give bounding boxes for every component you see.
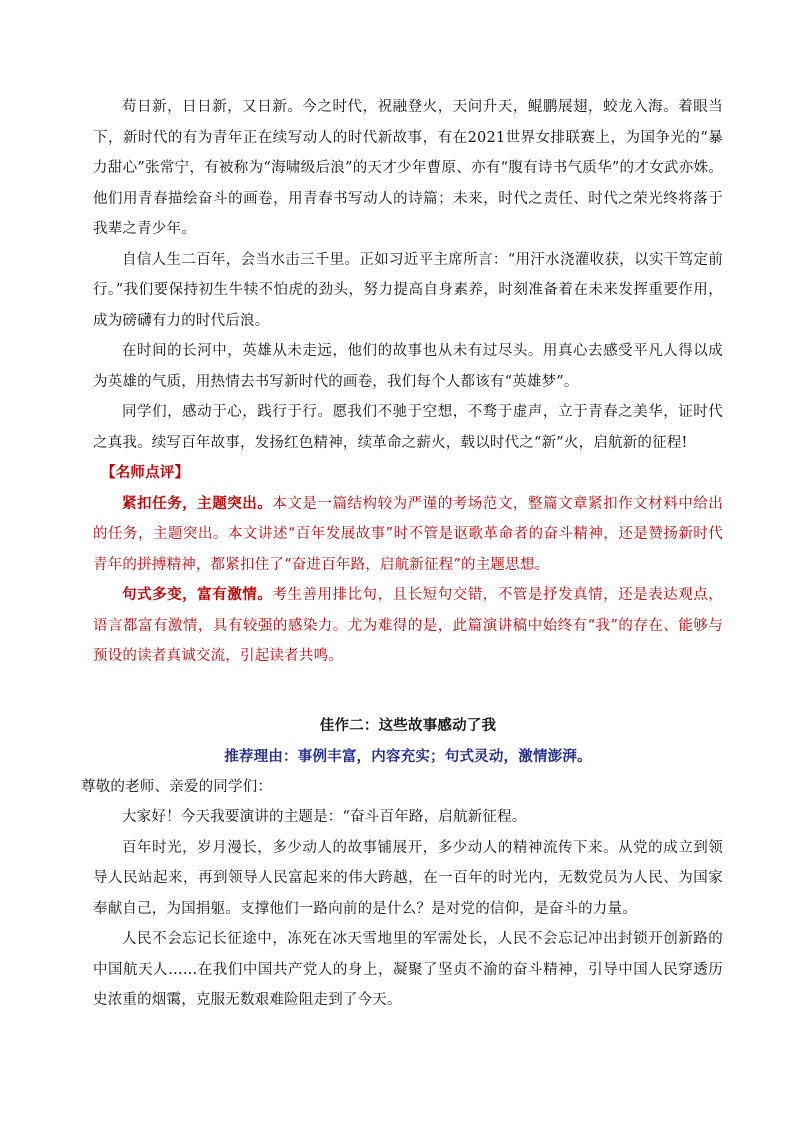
essay2-recommend-reason: 推荐理由：事例丰富，内容充实；句式灵动，激情澎湃。: [224, 747, 592, 765]
review-paragraph-1: [93, 489, 723, 581]
essay2-paragraph-1: 大家好！今天我要演讲的主题是：“奋斗百年路，启航新征程。: [122, 809, 527, 825]
review-point-1-text: 本文是一篇结构较为严谨的考场范文，整篇文章紧扣作文材料中给出的任务，主题突出。本文讲述“百年发展故事”时不管是讴歌革命者的奋斗精神，还是赞扬新时代青年的拼搏精神，都紧扣住了“奋进百年路，启航新征程”的主题思想。: [93, 495, 724, 573]
review-point-2-text: 考生善用排比句，且长短句交错，不管是抒发真情，还是表达观点，语言都富有激情，具有较强的感染力。尤为难得的是，此篇演讲稿中始终有“我”的存在、能够与预设的读者真诚交流，引起读者共鸣。: [93, 587, 724, 664]
essay1-paragraph-2: 自信人生二百年，会当水击三千里。正如习近平主席所言：“用汗水浇灌收获，以实干笃定前行。”我们要保持初生牛犊不怕虎的劲头，努力提高自身素养，时刻准备着在未来发挥重要作用，成为磅礴有力的时代后浪。: [93, 251, 723, 329]
review-heading: 【名师点评】: [101, 464, 190, 481]
review-point-2-lead: 句式多变，富有激情。: [122, 586, 273, 603]
essay1-paragraph-1: 苟日新，日日新，又日新。今之时代，祝融登火，天问升天，鲲鹏展翅，蛟龙入海。着眼当下，新时代的有为青年正在续写动人的时代新故事，有在2021世界女排联赛上，为国争光的“暴力甜心”张常宁，有被称为“海啸级后浪”的天才少年曹原、亦有“腹有诗书气质华”的才女武亦姝。他们用青春描绘奋斗的画卷，用青春书写动人的诗篇；未来，时代之责任、时代之荣光终将落于我辈之青少年。: [93, 99, 723, 237]
essay1-paragraph-4: 同学们，感动于心，践行于行。愿我们不驰于空想，不骛于虚声，立于青春之美华，证时代之真我。续写百年故事，发扬红色精神，续革命之薪火，载以时代之“新”火，启航新的征程!: [93, 404, 723, 451]
review-paragraph-2: [93, 580, 723, 672]
essay2-paragraph-3: 人民不会忘记长征途中，冻死在冰天雪地里的军需处长，人民不会忘记冲出封锁开创新路的中国航天人……在我们中国共产党人的身上，凝聚了坚贞不渝的奋斗精神，引导中国人民穿透历史浓重的烟霭，克服无数艰难险阻走到了今天。: [93, 931, 723, 1008]
essay2-salutation: 尊敬的老师、亲爱的同学们：: [81, 778, 273, 795]
document-page: [81, 92, 724, 1016]
essay1-paragraph-3: 在时间的长河中，英雄从未走远，他们的故事也从未有过尽头。用真心去感受平凡人得以成为英雄的气质，用热情去书写新时代的画卷，我们每个人都该有“英雄梦”。: [93, 343, 723, 390]
essay2-title: 佳作二：这些故事感动了我: [319, 716, 497, 734]
essay2-paragraph-2: 百年时光，岁月漫长，多少动人的故事铺展开，多少动人的精神流传下来。从党的成立到领导人民站起来，再到领导人民富起来的伟大跨越，在一百年的时光内，无数党员为人民、为国家奉献自己，为国捐躯。支撑他们一路向前的是什么？是对党的信仰，是奋斗的力量。: [93, 839, 723, 917]
review-point-1-lead: 紧扣任务，主题突出。: [122, 494, 273, 512]
